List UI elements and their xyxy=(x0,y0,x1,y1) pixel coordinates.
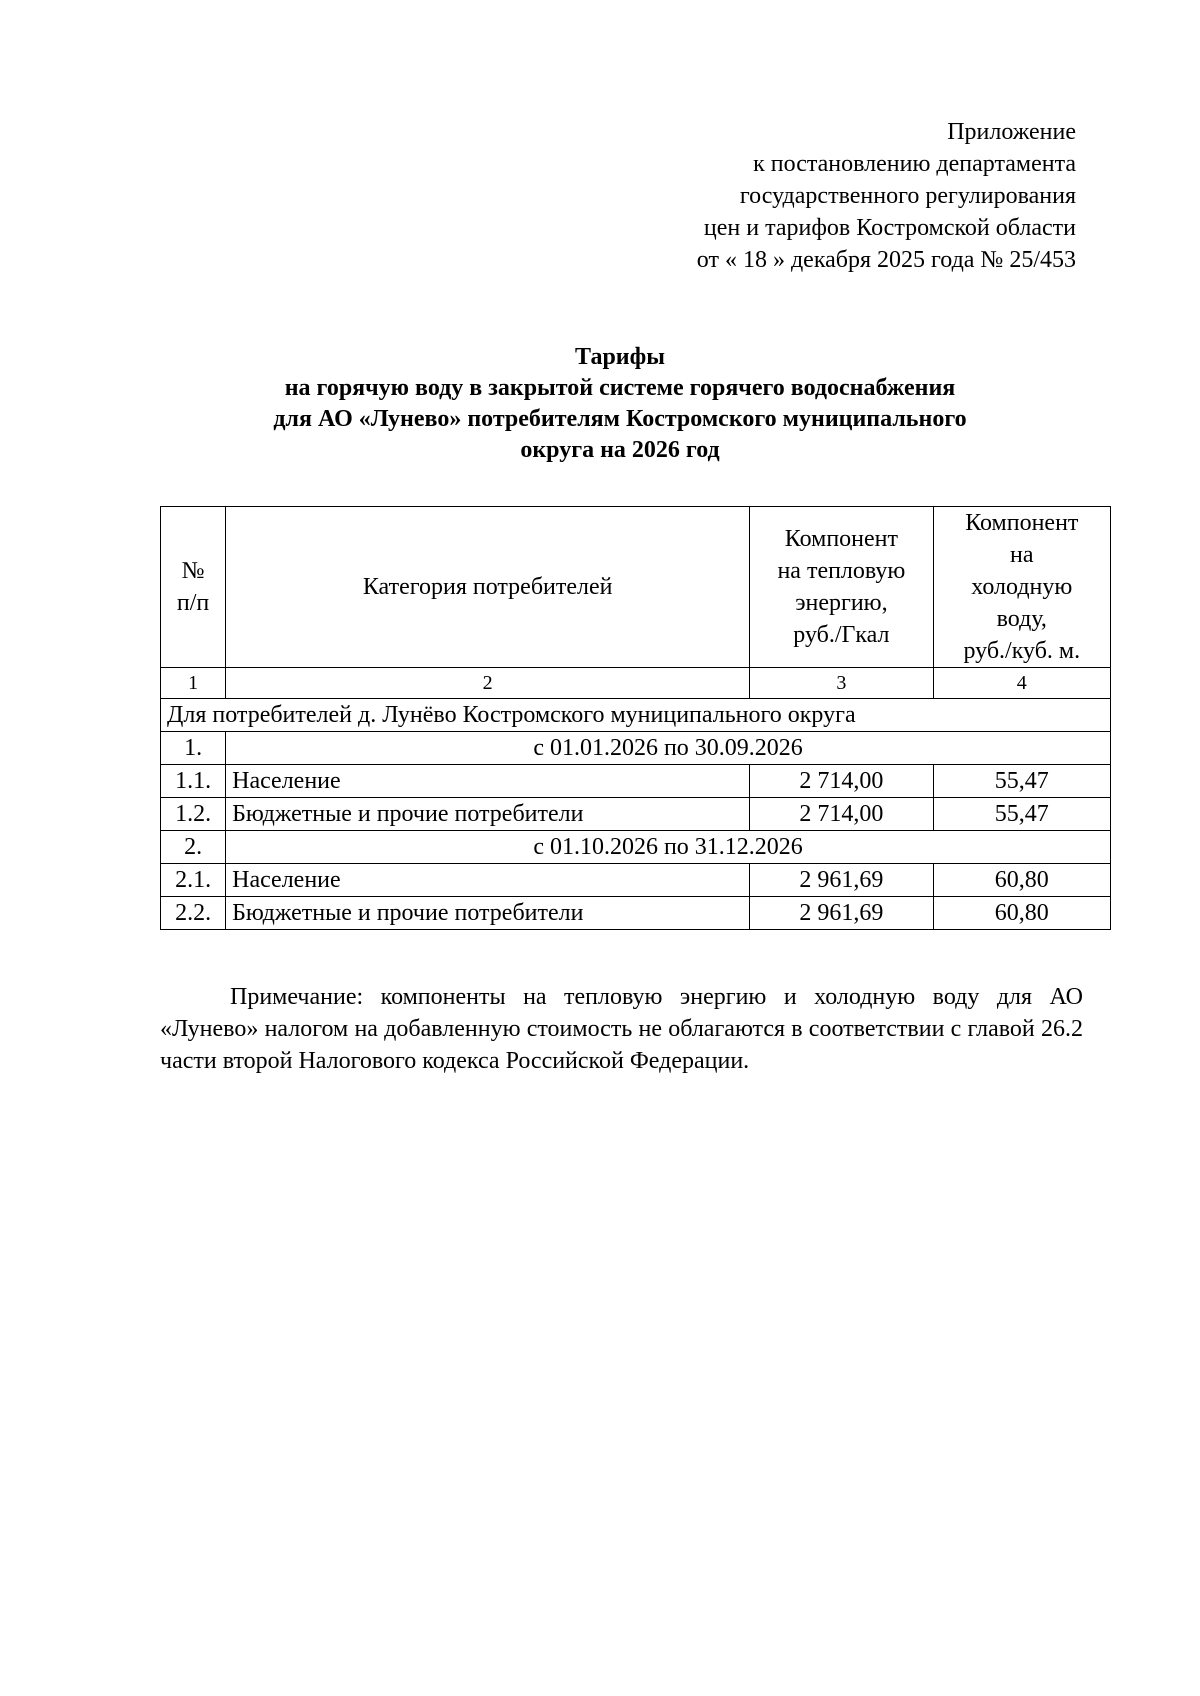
row-heat-value: 2 714,00 xyxy=(750,798,933,831)
row-category: Население xyxy=(226,765,750,798)
appendix-line: от « 18 » декабря 2025 года № 25/453 xyxy=(696,247,1076,273)
row-number: 2.1. xyxy=(161,864,226,897)
header-category: Категория потребителей xyxy=(226,507,750,668)
title-line: Тарифы xyxy=(575,344,665,370)
period-number: 2. xyxy=(161,831,226,864)
title-line: для АО «Лунево» потребителям Костромского муниципального xyxy=(273,406,967,432)
table-row xyxy=(161,864,1111,897)
period-label: с 01.01.2026 по 30.09.2026 xyxy=(226,732,1111,765)
column-number: 1 xyxy=(161,668,226,699)
table-row xyxy=(161,798,1111,831)
row-category: Бюджетные и прочие потребители xyxy=(226,897,750,930)
group-header: Для потребителей д. Лунёво Костромского муниципального округа xyxy=(161,699,1111,732)
header-heat-component: Компонент на тепловую энергию, руб./Гкал xyxy=(750,507,933,668)
tariff-table xyxy=(160,506,1111,930)
row-cold-value: 60,80 xyxy=(933,864,1110,897)
row-number: 1.2. xyxy=(161,798,226,831)
title-line: на горячую воду в закрытой системе горячего водоснабжения xyxy=(284,375,956,401)
row-number: 1.1. xyxy=(161,765,226,798)
appendix-line: государственного регулирования xyxy=(739,183,1076,209)
header-number: № п/п xyxy=(161,507,226,668)
document-title xyxy=(160,342,1080,466)
row-number: 2.2. xyxy=(161,897,226,930)
group-header-row xyxy=(161,699,1111,732)
row-category: Население xyxy=(226,864,750,897)
row-heat-value: 2 714,00 xyxy=(750,765,933,798)
table-row xyxy=(161,765,1111,798)
row-category: Бюджетные и прочие потребители xyxy=(226,798,750,831)
appendix-line: цен и тарифов Костромской области xyxy=(703,215,1076,241)
appendix-line: к постановлению департамента xyxy=(753,151,1076,177)
note-paragraph: Примечание: компоненты на тепловую энергию и холодную воду для АО «Лунево» налогом на добавленную стоимость не облагаются в соответствии с главой 26.2 части второй Налогового кодекса Российской Федерации. xyxy=(160,984,1083,1074)
header-cold-water-component: Компонент на холодную воду, руб./куб. м. xyxy=(933,507,1110,668)
table-header-row xyxy=(161,507,1111,668)
row-cold-value: 60,80 xyxy=(933,897,1110,930)
column-number: 2 xyxy=(226,668,750,699)
column-number: 3 xyxy=(750,668,933,699)
appendix-line: Приложение xyxy=(947,119,1076,145)
period-label: с 01.10.2026 по 31.12.2026 xyxy=(226,831,1111,864)
column-number: 4 xyxy=(933,668,1110,699)
row-cold-value: 55,47 xyxy=(933,765,1110,798)
column-number-row xyxy=(161,668,1111,699)
period-row xyxy=(161,831,1111,864)
title-line: округа на 2026 год xyxy=(520,437,720,463)
period-row xyxy=(161,732,1111,765)
table-row xyxy=(161,897,1111,930)
period-number: 1. xyxy=(161,732,226,765)
row-cold-value: 55,47 xyxy=(933,798,1110,831)
row-heat-value: 2 961,69 xyxy=(750,864,933,897)
appendix-reference xyxy=(697,116,1076,276)
row-heat-value: 2 961,69 xyxy=(750,897,933,930)
